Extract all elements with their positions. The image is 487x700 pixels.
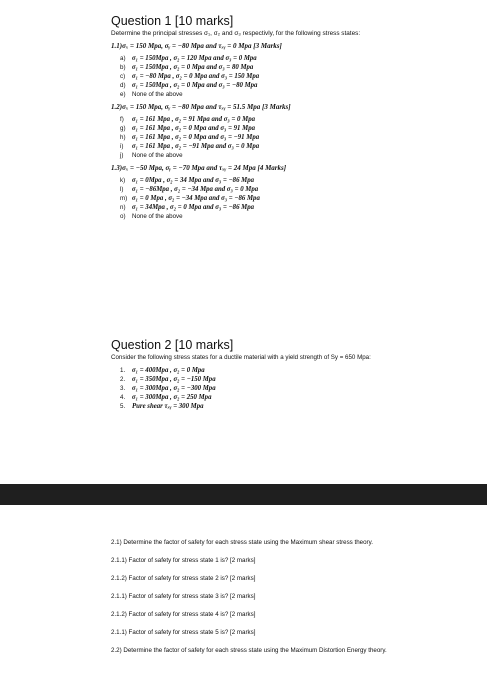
option-label: l) xyxy=(120,186,124,193)
part-1-1-options xyxy=(120,54,471,99)
option-text: None of the above xyxy=(132,91,183,98)
option-m xyxy=(120,194,471,203)
stress-state-3 xyxy=(120,384,471,393)
option-o xyxy=(120,212,471,221)
question-2-title: Question 2 [10 marks] xyxy=(111,338,234,352)
option-label: b) xyxy=(120,64,126,71)
option-text: σ₁ = 150Mpa , σ₂ = 0 Mpa and σ₃ = −80 Mpa xyxy=(132,82,258,89)
option-c xyxy=(120,72,471,81)
option-e xyxy=(120,90,471,99)
option-k xyxy=(120,176,471,185)
question-2-subparts xyxy=(111,538,451,655)
subpart-2-1: 2.1) Determine the factor of safety for each stress state using the Maximum shear stress theory. xyxy=(111,539,373,546)
option-h xyxy=(120,133,471,142)
part-1-2-heading: 1.2)σₓ = 150 Mpa, σᵧ = −80 Mpa and τₓᵧ = 51.5 Mpa [3 Marks] xyxy=(111,103,291,111)
stress-state-list xyxy=(120,366,471,411)
stress-state-number: 5. xyxy=(120,403,126,410)
option-label: m) xyxy=(120,195,128,202)
question-2-intro: Consider the following stress states for a ductile material with a yield strength of Sy = 650 Mpa: xyxy=(111,354,371,361)
subpart-2-1-3: 2.1.1) Factor of safety for stress state 3 is? [2 marks] xyxy=(111,593,256,600)
option-g xyxy=(120,124,471,133)
option-label: g) xyxy=(120,125,126,132)
option-label: j) xyxy=(120,152,124,159)
stress-state-5 xyxy=(120,402,471,411)
page-divider xyxy=(0,484,487,505)
stress-state-text: Pure shear τₓᵧ = 300 Mpa xyxy=(132,403,204,410)
option-label: k) xyxy=(120,177,126,184)
stress-state-number: 1. xyxy=(120,367,126,374)
option-d xyxy=(120,81,471,90)
option-label: n) xyxy=(120,204,126,211)
question-1-title: Question 1 [10 marks] xyxy=(111,14,234,28)
option-label: e) xyxy=(120,91,126,98)
option-text: σ₁ = 0Mpa , σ₂ = 34 Mpa and σ₃ = −86 Mpa xyxy=(132,177,255,184)
option-text: None of the above xyxy=(132,213,183,220)
option-text: σ₁ = −86Mpa , σ₂ = −34 Mpa and σ₃ = 0 Mpa xyxy=(132,186,259,193)
subpart-2-1-5: 2.1.1) Factor of safety for stress state 5 is? [2 marks] xyxy=(111,629,256,636)
stress-state-text: σ₁ = 400Mpa , σ₂ = 0 Mpa xyxy=(132,367,205,374)
option-text: σ₁ = 150Mpa , σ₂ = 0 Mpa and σ₃ = 80 Mpa xyxy=(132,64,254,71)
option-j xyxy=(120,151,471,160)
option-n xyxy=(120,203,471,212)
question-1-intro: Determine the principal stresses σ₁, σ₂ and σ₃ respectivly, for the following stress states: xyxy=(111,30,361,37)
question-2-section xyxy=(111,338,471,411)
option-label: d) xyxy=(120,82,126,89)
stress-state-number: 3. xyxy=(120,385,126,392)
option-label: c) xyxy=(120,73,126,80)
stress-state-1 xyxy=(120,366,471,375)
part-1-2-options xyxy=(120,115,471,160)
option-text: σ₁ = 150Mpa , σ₂ = 120 Mpa and σ₃ = 0 Mpa xyxy=(132,55,257,62)
stress-state-text: σ₁ = 350Mpa , σ₂ = −150 Mpa xyxy=(132,376,216,383)
option-i xyxy=(120,142,471,151)
option-text: σ₁ = 0 Mpa , σ₂ = −34 Mpa and σ₃ = −86 Mpa xyxy=(132,195,260,202)
subpart-2-1-4: 2.1.2) Factor of safety for stress state 4 is? [2 marks] xyxy=(111,611,256,618)
option-text: None of the above xyxy=(132,152,183,159)
question-1-section xyxy=(111,14,471,221)
stress-state-text: σ₁ = 300Mpa , σ₂ = 250 Mpa xyxy=(132,394,212,401)
part-1-1-heading: 1.1)σₓ = 150 Mpa, σᵧ = −80 Mpa and τₓᵧ = 0 Mpa [3 Marks] xyxy=(111,42,282,50)
subpart-2-1-1: 2.1.1) Factor of safety for stress state 1 is? [2 marks] xyxy=(111,557,256,564)
option-text: σ₁ = 34Mpa , σ₂ = 0 Mpa and σ₃ = −86 Mpa xyxy=(132,204,255,211)
option-label: i) xyxy=(120,143,124,150)
option-f xyxy=(120,115,471,124)
option-label: h) xyxy=(120,134,126,141)
part-1-3-options xyxy=(120,176,471,221)
option-label: a) xyxy=(120,55,126,62)
option-label: f) xyxy=(120,116,124,123)
option-b xyxy=(120,63,471,72)
option-text: σ₁ = 161 Mpa , σ₂ = 0 Mpa and σ₃ = −91 Mpa xyxy=(132,134,260,141)
part-1-3-heading: 1.3)σₓ = −50 Mpa, σᵧ = −70 Mpa and τₓᵧ = 24 Mpa [4 Marks] xyxy=(111,164,287,172)
stress-state-4 xyxy=(120,393,471,402)
option-l xyxy=(120,185,471,194)
subpart-2-1-2: 2.1.2) Factor of safety for stress state 2 is? [2 marks] xyxy=(111,575,256,582)
option-text: σ₁ = 161 Mpa , σ₂ = 0 Mpa and σ₃ = 91 Mpa xyxy=(132,125,255,132)
option-a xyxy=(120,54,471,63)
document-page-2 xyxy=(0,505,487,700)
stress-state-number: 2. xyxy=(120,376,126,383)
option-text: σ₁ = −80 Mpa , σ₂ = 0 Mpa and σ₃ = 150 Mpa xyxy=(132,73,260,80)
option-label: o) xyxy=(120,213,126,220)
subpart-2-2: 2.2) Determine the factor of safety for each stress state using the Maximum Distortion Energy theory. xyxy=(111,647,387,654)
option-text: σ₁ = 161 Mpa , σ₂ = −91 Mpa and σ₃ = 0 Mpa xyxy=(132,143,260,150)
option-text: σ₁ = 161 Mpa , σ₂ = 91 Mpa and σ₃ = 0 Mpa xyxy=(132,116,255,123)
stress-state-number: 4. xyxy=(120,394,126,401)
stress-state-2 xyxy=(120,375,471,384)
stress-state-text: σ₁ = 300Mpa , σ₂ = −300 Mpa xyxy=(132,385,216,392)
